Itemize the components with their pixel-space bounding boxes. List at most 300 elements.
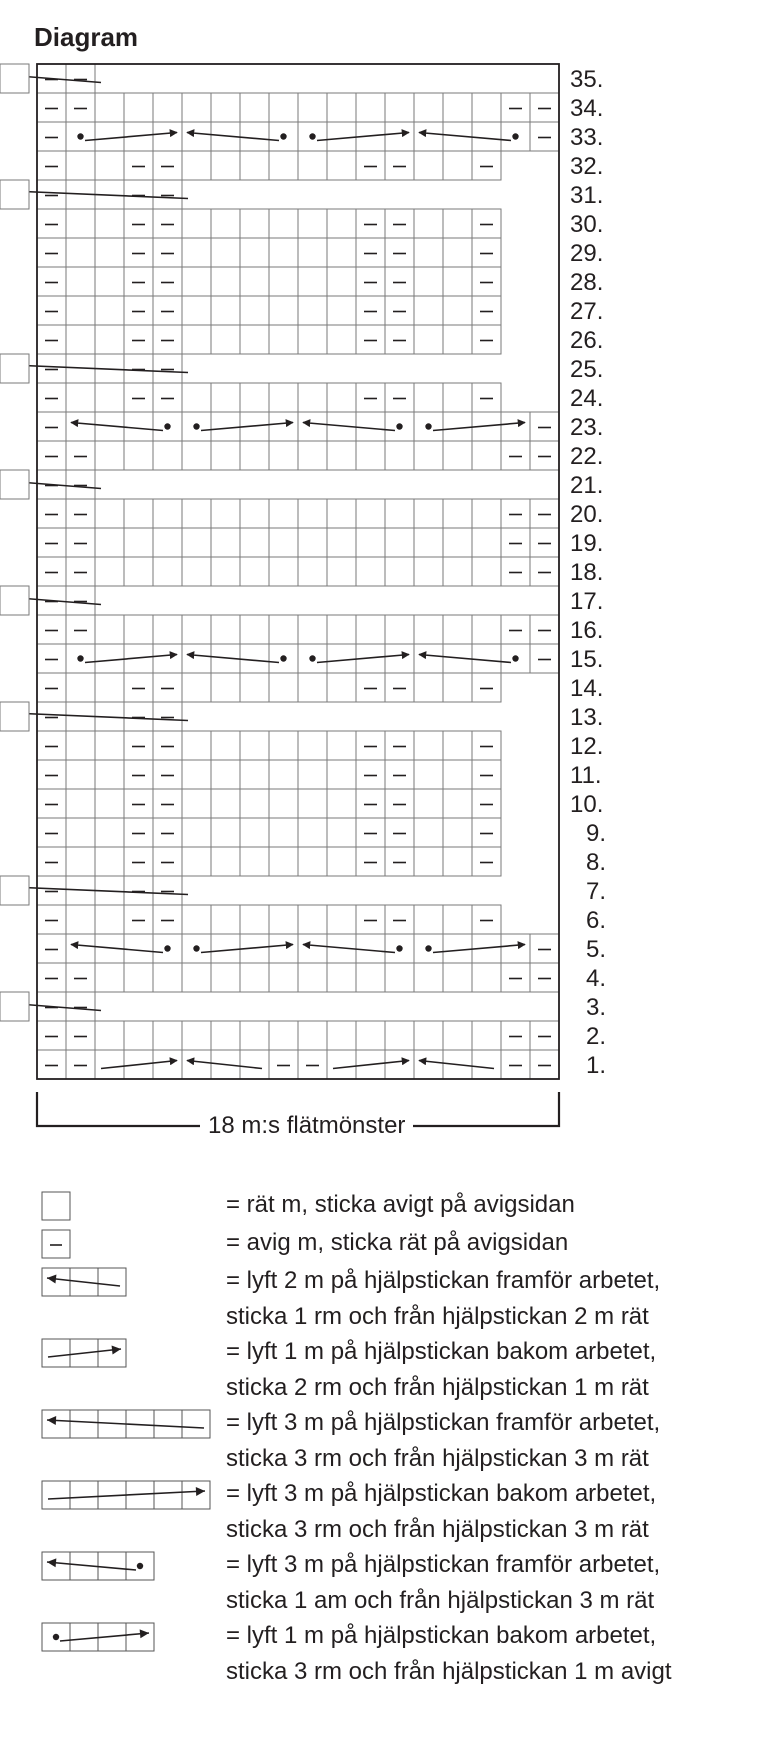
purl-cell (153, 905, 182, 934)
cable-grid-cell (124, 412, 153, 441)
knit-cell (153, 963, 182, 992)
knit-cell (472, 557, 501, 586)
knit-cell (327, 963, 356, 992)
knit-cell (327, 528, 356, 557)
cable-cell (414, 1050, 501, 1079)
legend-grid-cell (42, 1339, 70, 1367)
knit-cell (182, 93, 211, 122)
knit-cell (443, 847, 472, 876)
cable-cell (298, 122, 414, 151)
knit-cell (414, 209, 443, 238)
legend-text: = lyft 2 m på hjälpstickan framför arbetet, (226, 1267, 661, 1294)
knit-cell (443, 441, 472, 470)
legend-grid-cell (98, 1339, 126, 1367)
knit-cell (95, 441, 124, 470)
purl-cell (385, 209, 414, 238)
knit-cell (472, 528, 501, 557)
knit-cell (414, 383, 443, 412)
row-number: 28. (570, 269, 604, 296)
purl-cell (501, 557, 530, 586)
chart-row-25 (0, 354, 188, 383)
row-number: 2. (586, 1023, 607, 1050)
knit-cell (153, 557, 182, 586)
row-number: 25. (570, 356, 604, 383)
purl-cell (356, 383, 385, 412)
knit-cell (443, 151, 472, 180)
knit-cell (95, 209, 124, 238)
knit-cell (182, 296, 211, 325)
knit-cell (211, 673, 240, 702)
knit-cell (240, 151, 269, 180)
chart-row-13 (0, 702, 188, 731)
knit-cell (211, 325, 240, 354)
knit-cell (327, 151, 356, 180)
knit-cell (124, 93, 153, 122)
purl-cell (356, 760, 385, 789)
purl-cell (153, 673, 182, 702)
purl-cell (530, 1050, 559, 1079)
purl-cell (530, 412, 559, 441)
knit-cell (124, 1021, 153, 1050)
chart-row-16 (37, 615, 559, 644)
purl-cell (153, 267, 182, 296)
knit-cell (211, 151, 240, 180)
purl-cell (501, 1021, 530, 1050)
purl-cell (501, 499, 530, 528)
knit-cell (66, 209, 95, 238)
cable-grid-cell (327, 1050, 356, 1079)
purl-dot (280, 133, 286, 139)
knit-cell (356, 499, 385, 528)
row-number: 11. (570, 762, 602, 789)
chart-row-23 (37, 412, 559, 441)
cable-cell (66, 122, 182, 151)
purl-cell (385, 760, 414, 789)
cable-cell (414, 412, 530, 441)
knit-cell (66, 267, 95, 296)
cable-grid-cell (182, 1050, 211, 1079)
row-number: 19. (570, 530, 604, 557)
knit-cell (443, 818, 472, 847)
cable-grid-cell (182, 644, 211, 673)
knit-cell (443, 325, 472, 354)
knit-cell (327, 296, 356, 325)
chart-row-10 (37, 789, 501, 818)
cable-cell (66, 412, 182, 441)
chart-row-12 (37, 731, 501, 760)
knit-cell (269, 1021, 298, 1050)
cable-grid-cell (356, 412, 385, 441)
knit-cell (95, 731, 124, 760)
knit-cell (327, 557, 356, 586)
purl-cell (37, 528, 66, 557)
purl-cell (356, 296, 385, 325)
cable-cell (182, 644, 298, 673)
knit-cell (298, 383, 327, 412)
knit-cell (182, 238, 211, 267)
knit-cell (182, 209, 211, 238)
knit-cell (385, 499, 414, 528)
row-number: 5. (586, 936, 607, 963)
knit-cell (443, 789, 472, 818)
cable-grid-cell (269, 412, 298, 441)
knit-cell (95, 383, 124, 412)
purl-cell (37, 876, 66, 905)
row-number: 22. (570, 443, 604, 470)
purl-cell (356, 818, 385, 847)
row-number: 13. (570, 704, 604, 731)
knit-cell (298, 847, 327, 876)
knit-cell (414, 296, 443, 325)
knit-cell (414, 499, 443, 528)
legend-grid-cell (42, 1230, 70, 1258)
knit-cell (269, 847, 298, 876)
cable-grid-cell (211, 412, 240, 441)
purl-dot (164, 945, 170, 951)
legend-grid-cell (154, 1481, 182, 1509)
cable-grid-cell (153, 644, 182, 673)
knit-cell (124, 499, 153, 528)
purl-cell (66, 586, 95, 615)
legend-symbol (0, 1479, 220, 1513)
knit-cell (327, 818, 356, 847)
row-number: 10. (570, 791, 604, 818)
knit-cell (153, 441, 182, 470)
legend-grid-cell (42, 1410, 70, 1438)
purl-cell (37, 673, 66, 702)
purl-cell (356, 209, 385, 238)
knit-cell (182, 731, 211, 760)
knit-cell (240, 905, 269, 934)
knit-cell (443, 615, 472, 644)
cable-grid-cell (298, 934, 327, 963)
purl-cell (501, 93, 530, 122)
purl-cell (356, 267, 385, 296)
purl-cell (153, 702, 182, 731)
purl-cell (153, 731, 182, 760)
knit-cell (269, 557, 298, 586)
chart-row-31 (0, 180, 188, 209)
knit-cell (240, 209, 269, 238)
knit-cell (298, 731, 327, 760)
purl-cell (124, 818, 153, 847)
purl-cell (0, 876, 29, 905)
chart-row-33 (37, 122, 559, 151)
knit-cell (327, 209, 356, 238)
purl-cell (37, 296, 66, 325)
row-number: 8. (586, 849, 607, 876)
purl-cell (37, 702, 66, 731)
knit-cell (95, 760, 124, 789)
knit-cell (124, 963, 153, 992)
purl-cell (37, 934, 66, 963)
legend-grid-cell (70, 1481, 98, 1509)
purl-cell (530, 644, 559, 673)
legend-text: sticka 3 rm och från hjälpstickan 1 m avigt (226, 1658, 672, 1685)
knit-cell (211, 93, 240, 122)
knit-cell (472, 1021, 501, 1050)
cable-grid-cell (95, 1050, 124, 1079)
purl-cell (385, 731, 414, 760)
purl-cell (530, 557, 559, 586)
purl-cell (356, 673, 385, 702)
knit-cell (327, 383, 356, 412)
cable-grid-cell (414, 122, 443, 151)
knit-cell (182, 151, 211, 180)
knit-cell (414, 731, 443, 760)
cable-grid-cell (269, 934, 298, 963)
knit-cell (240, 499, 269, 528)
knit-cell (240, 731, 269, 760)
purl-dot (425, 945, 431, 951)
knit-cell (443, 267, 472, 296)
purl-cell (385, 325, 414, 354)
chart-row-20 (37, 499, 559, 528)
knit-cell (269, 673, 298, 702)
purl-cell (530, 528, 559, 557)
purl-dot (77, 133, 83, 139)
knit-cell (443, 760, 472, 789)
knit-cell (269, 441, 298, 470)
knit-cell (356, 441, 385, 470)
knit-cell (356, 557, 385, 586)
knit-cell (298, 441, 327, 470)
legend-text: = rät m, sticka avigt på avigsidan (226, 1191, 575, 1218)
cable-grid-cell (501, 934, 530, 963)
cable-cell (298, 644, 414, 673)
knit-cell (443, 963, 472, 992)
cable-grid-cell (385, 1050, 414, 1079)
purl-cell (124, 847, 153, 876)
knit-cell (66, 296, 95, 325)
knit-cell (298, 296, 327, 325)
knit-cell (298, 557, 327, 586)
knit-cell (356, 93, 385, 122)
knit-cell (269, 789, 298, 818)
cable-grid-cell (472, 122, 501, 151)
knit-cell (182, 557, 211, 586)
knit-cell (240, 615, 269, 644)
purl-cell (66, 470, 95, 499)
legend-grid-cell (98, 1552, 126, 1580)
purl-cell (37, 760, 66, 789)
cable-grid-cell (385, 122, 414, 151)
purl-cell (66, 499, 95, 528)
purl-dot (309, 133, 315, 139)
knit-cell (298, 151, 327, 180)
purl-cell (124, 267, 153, 296)
knit-cell (414, 93, 443, 122)
knit-cell (95, 1021, 124, 1050)
cable-grid-cell (501, 412, 530, 441)
cable-cell (95, 1050, 182, 1079)
row-number: 30. (570, 211, 604, 238)
cable-grid-cell (327, 122, 356, 151)
knit-cell (95, 818, 124, 847)
knit-cell (385, 1021, 414, 1050)
knit-cell (327, 238, 356, 267)
purl-cell (530, 1021, 559, 1050)
knit-cell (95, 847, 124, 876)
knit-cell (298, 528, 327, 557)
purl-cell (37, 818, 66, 847)
cable-grid-cell (240, 1050, 269, 1079)
cable-grid-cell (385, 644, 414, 673)
purl-cell (530, 441, 559, 470)
knit-cell (414, 441, 443, 470)
legend-symbol (0, 1408, 220, 1442)
knit-cell (66, 238, 95, 267)
knit-cell (124, 557, 153, 586)
purl-cell (153, 354, 182, 383)
purl-cell (0, 992, 29, 1021)
row-number: 34. (570, 95, 604, 122)
knit-cell (95, 325, 124, 354)
purl-cell (153, 818, 182, 847)
cable-grid-cell (327, 644, 356, 673)
chart-row-34 (37, 93, 559, 122)
purl-cell (472, 847, 501, 876)
legend-grid-cell (182, 1481, 210, 1509)
cable-grid-cell (443, 412, 472, 441)
chart-row-24 (37, 383, 501, 412)
purl-cell (37, 180, 66, 209)
row-number: 3. (586, 994, 607, 1021)
knit-cell (269, 325, 298, 354)
knit-cell (443, 905, 472, 934)
knit-cell (414, 528, 443, 557)
knit-cell (356, 1021, 385, 1050)
knit-cell (211, 209, 240, 238)
purl-cell (385, 673, 414, 702)
knit-cell (356, 963, 385, 992)
row-number: 18. (570, 559, 604, 586)
cable-grid-cell (66, 412, 95, 441)
knit-cell (211, 296, 240, 325)
purl-cell (356, 325, 385, 354)
purl-cell (472, 731, 501, 760)
legend-text: = lyft 1 m på hjälpstickan bakom arbetet, (226, 1338, 657, 1365)
knit-cell (182, 673, 211, 702)
purl-cell (501, 1050, 530, 1079)
knit-cell (240, 441, 269, 470)
cable-grid-cell (414, 1050, 443, 1079)
cable-grid-cell (356, 934, 385, 963)
legend-text: = lyft 1 m på hjälpstickan bakom arbetet, (226, 1622, 657, 1649)
knit-cell (95, 557, 124, 586)
knit-cell (269, 963, 298, 992)
purl-cell (472, 760, 501, 789)
purl-cell (472, 296, 501, 325)
knit-cell (182, 1021, 211, 1050)
knit-cell (240, 963, 269, 992)
purl-cell (37, 151, 66, 180)
knit-cell (182, 789, 211, 818)
knit-cell (443, 383, 472, 412)
cable-grid-cell (95, 644, 124, 673)
knit-cell (414, 963, 443, 992)
knit-cell (240, 673, 269, 702)
knit-cell (269, 760, 298, 789)
purl-cell (501, 441, 530, 470)
purl-cell (124, 760, 153, 789)
knit-cell (443, 296, 472, 325)
knit-cell (240, 296, 269, 325)
row-number: 33. (570, 124, 604, 151)
purl-cell (124, 354, 153, 383)
knit-cell (153, 1021, 182, 1050)
knit-cell (211, 557, 240, 586)
purl-cell (0, 354, 29, 383)
knit-cell (472, 499, 501, 528)
chart-row-32 (37, 151, 501, 180)
legend-grid-cell (70, 1623, 98, 1651)
knit-cell (153, 93, 182, 122)
knit-cell (182, 267, 211, 296)
knit-cell (66, 383, 95, 412)
purl-cell (37, 644, 66, 673)
purl-cell (153, 383, 182, 412)
cable-cell (414, 934, 530, 963)
cable-cell (414, 644, 530, 673)
purl-cell (356, 151, 385, 180)
chart-row-29 (37, 238, 501, 267)
knit-cell (95, 963, 124, 992)
knit-cell (298, 499, 327, 528)
knit-cell (385, 93, 414, 122)
knit-cell (443, 499, 472, 528)
knit-cell (153, 615, 182, 644)
knit-cell (66, 905, 95, 934)
legend-symbol (0, 1550, 220, 1584)
legend-grid-cell (182, 1410, 210, 1438)
purl-cell (37, 615, 66, 644)
knit-cell (385, 441, 414, 470)
knit-cell (414, 905, 443, 934)
legend-text: = lyft 3 m på hjälpstickan framför arbetet, (226, 1551, 661, 1578)
cable-grid-cell (66, 934, 95, 963)
purl-cell (153, 325, 182, 354)
cable-cell (182, 934, 298, 963)
chart-row-18 (37, 557, 559, 586)
cable-grid-cell (472, 644, 501, 673)
cable-grid-cell (95, 122, 124, 151)
knit-cell (327, 760, 356, 789)
knit-cell (443, 209, 472, 238)
purl-dot (280, 655, 286, 661)
knit-cell (240, 557, 269, 586)
cable-cell (66, 934, 182, 963)
purl-cell (153, 760, 182, 789)
knit-cell (414, 151, 443, 180)
row-number: 4. (586, 965, 607, 992)
purl-cell (66, 93, 95, 122)
knit-cell (124, 615, 153, 644)
knit-cell (298, 760, 327, 789)
knit-cell (298, 673, 327, 702)
knit-cell (356, 615, 385, 644)
purl-cell (501, 615, 530, 644)
knit-cell (240, 383, 269, 412)
knit-cell (414, 325, 443, 354)
knit-cell (269, 528, 298, 557)
knit-cell (182, 905, 211, 934)
pattern-repeat-label: 18 m:s flätmönster (200, 1112, 413, 1140)
knit-cell (327, 1021, 356, 1050)
purl-cell (356, 847, 385, 876)
purl-cell (124, 789, 153, 818)
knit-cell (66, 151, 95, 180)
